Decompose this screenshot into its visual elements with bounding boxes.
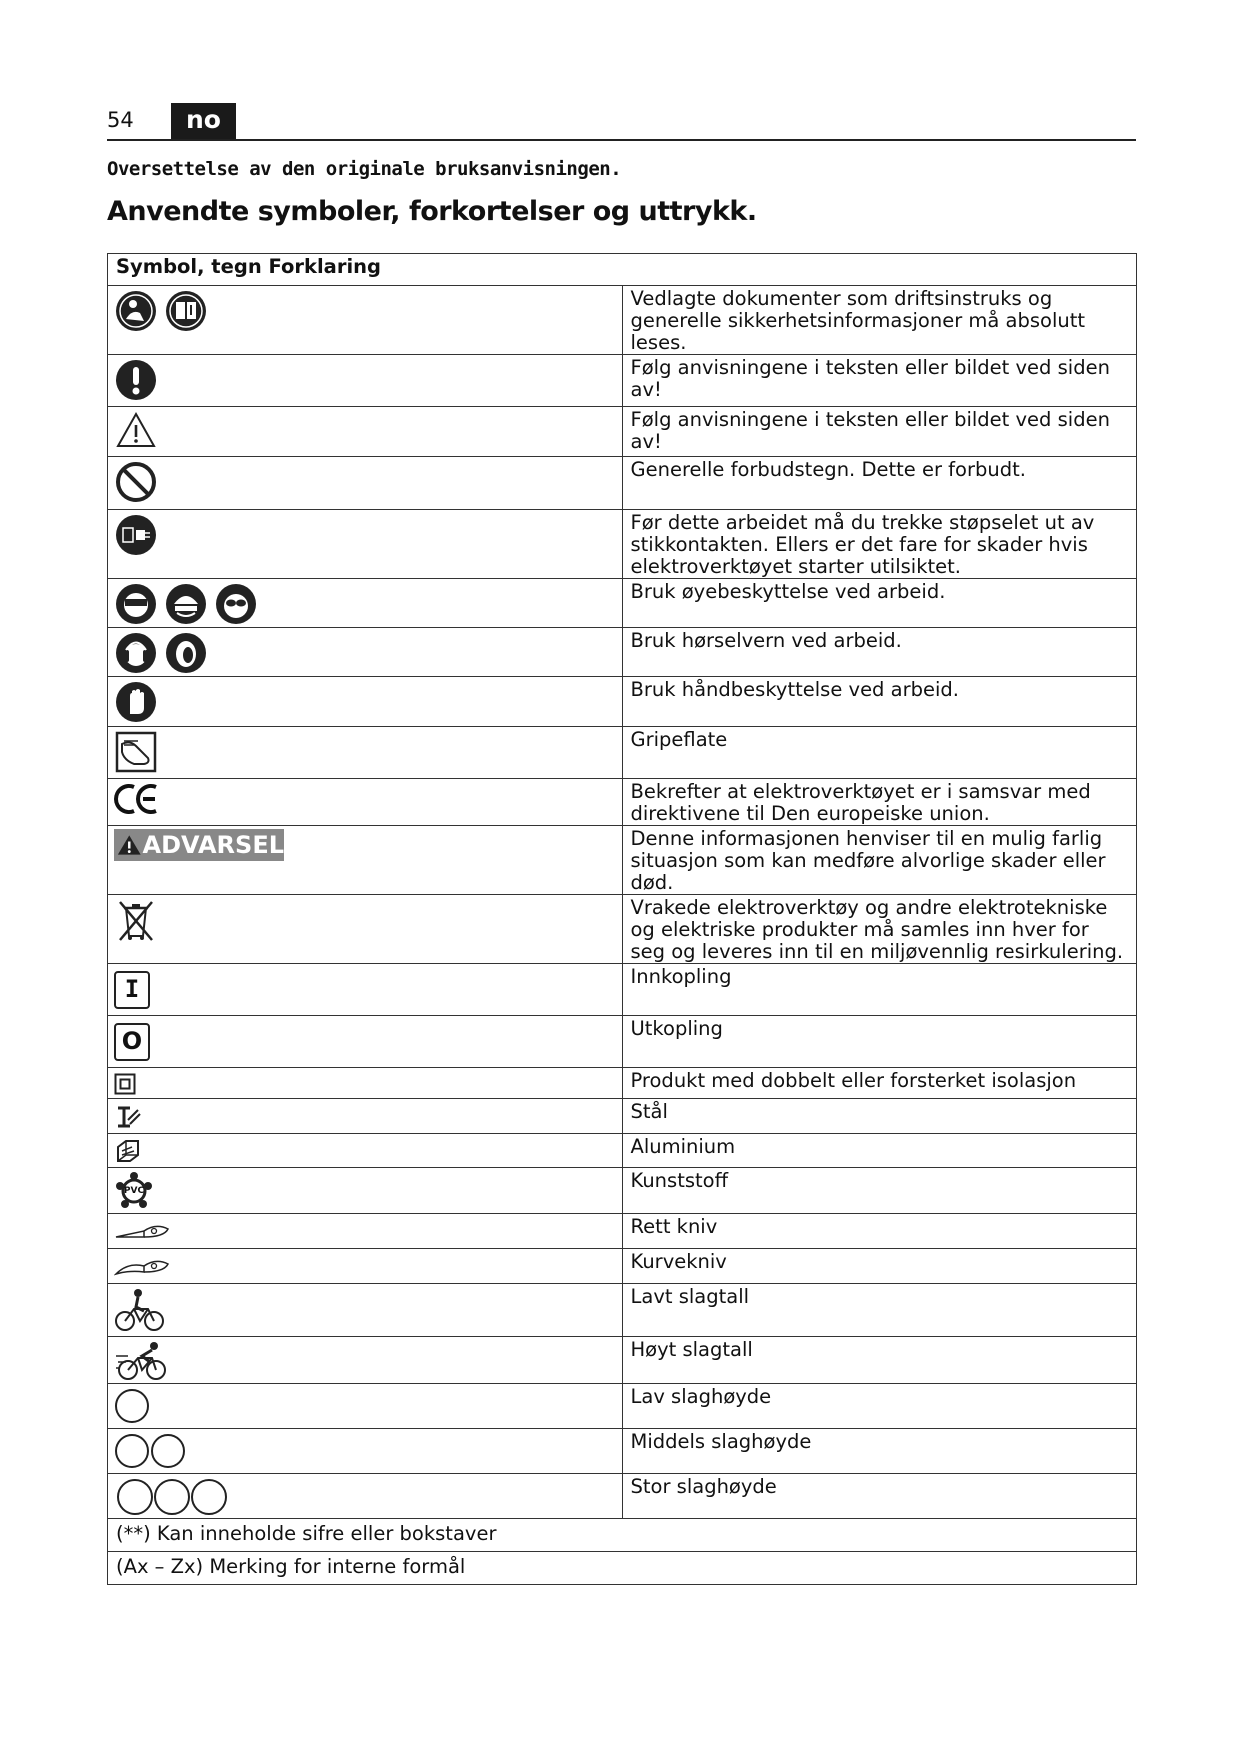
unplug-icon — [114, 513, 158, 557]
symbol-cell — [108, 964, 623, 1016]
slow-bike-icon — [114, 1287, 166, 1333]
helmet-visor-icon — [164, 582, 208, 626]
symbol-cell — [108, 1168, 623, 1214]
fast-bike-icon — [114, 1340, 170, 1382]
table-row — [108, 628, 1137, 677]
description-cell: Denne informasjonen henviser til en mulig farlig situasjon som kan medføre alvorlige skader eller død. — [622, 826, 1137, 895]
table-row — [108, 1337, 1137, 1384]
prohibition-icon — [114, 460, 158, 504]
one-circle-icon — [114, 1387, 154, 1425]
two-circles-icon — [114, 1432, 190, 1470]
table-row — [108, 1016, 1137, 1068]
table-row — [108, 1249, 1137, 1284]
symbol-cell — [108, 1016, 623, 1068]
description-cell: Gripeflate — [622, 727, 1137, 779]
table-row — [108, 1099, 1137, 1134]
read-manual-icon — [114, 289, 158, 333]
table-row — [108, 1474, 1137, 1519]
language-badge: no — [171, 103, 236, 139]
description-cell: Høyt slagtall — [622, 1337, 1137, 1384]
description-cell: Følg anvisningene i teksten eller bildet ved siden av! — [622, 407, 1137, 457]
description-cell: Kunststoff — [622, 1168, 1137, 1214]
table-header-row — [108, 254, 1137, 286]
description-cell: Vrakede elektroverktøy og andre elektrotekniske og elektriske produkter må samles inn hver for seg og leveres inn til en miljøvennlig resirkulering. — [622, 895, 1137, 964]
face-shield-icon — [114, 582, 158, 626]
subtitle: Oversettelse av den originale bruksanvisningen. — [107, 158, 622, 180]
symbol-cell — [108, 779, 623, 826]
ce-mark-icon — [114, 782, 162, 816]
symbol-cell — [108, 1214, 623, 1249]
symbol-cell — [108, 826, 623, 895]
table-row — [108, 826, 1137, 895]
table-row — [108, 286, 1137, 355]
weee-bin-icon — [114, 898, 158, 942]
symbol-cell — [108, 1337, 623, 1384]
double-insulation-icon — [114, 1073, 136, 1095]
symbol-cell — [108, 1068, 623, 1099]
table-row — [108, 895, 1137, 964]
description-cell: Bruk hørselvern ved arbeid. — [622, 628, 1137, 677]
description-cell: Bruk øyebeskyttelse ved arbeid. — [622, 579, 1137, 628]
table-header: Symbol, tegn Forklaring — [108, 254, 1137, 286]
symbol-cell — [108, 1384, 623, 1429]
symbol-cell — [108, 407, 623, 457]
table-row — [108, 1068, 1137, 1099]
description-cell: Stor slaghøyde — [622, 1474, 1137, 1519]
page-header — [107, 103, 1136, 141]
page-title: Anvendte symboler, forkortelser og uttrykk. — [107, 196, 757, 227]
table-row — [108, 1284, 1137, 1337]
footnote-digits: (**) Kan inneholde sifre eller bokstaver — [108, 1519, 1137, 1552]
symbol-cell — [108, 1099, 623, 1134]
symbol-cell — [108, 457, 623, 510]
description-cell: Rett kniv — [622, 1214, 1137, 1249]
warning-triangle-icon — [117, 832, 142, 858]
table-row — [108, 677, 1137, 727]
table-row — [108, 1384, 1137, 1429]
description-cell: Lav slaghøyde — [622, 1384, 1137, 1429]
table-row — [108, 779, 1137, 826]
symbol-cell — [108, 1249, 623, 1284]
symbol-cell — [108, 677, 623, 727]
description-cell: Middels slaghøyde — [622, 1429, 1137, 1474]
symbol-cell — [108, 579, 623, 628]
power-on-icon: I — [114, 971, 150, 1009]
book-icon — [164, 289, 208, 333]
symbol-cell — [108, 1429, 623, 1474]
symbol-cell — [108, 895, 623, 964]
steel-icon — [114, 1102, 142, 1130]
description-cell: Vedlagte dokumenter som driftsinstruks og generelle sikkerhetsinformasjoner må absolutt leses. — [622, 286, 1137, 355]
warning-triangle-icon — [114, 410, 158, 450]
description-cell: Før dette arbeidet må du trekke støpselet ut av stikkontakten. Ellers er det fare for skader hvis elektroverktøyet starter utilsiktet. — [622, 510, 1137, 579]
mandatory-exclamation-icon — [114, 358, 158, 402]
table-row — [108, 457, 1137, 510]
table-footer-row — [108, 1519, 1137, 1552]
advarsel-label: ADVARSEL — [142, 831, 284, 859]
curved-knife-icon — [114, 1252, 170, 1278]
description-cell: Bekrefter at elektroverktøyet er i samsvar med direktivene til Den europeiske union. — [622, 779, 1137, 826]
description-cell: Generelle forbudstegn. Dette er forbudt. — [622, 457, 1137, 510]
advarsel-badge — [114, 829, 284, 861]
aluminium-icon — [114, 1137, 142, 1165]
description-cell: Følg anvisningene i teksten eller bildet ved siden av! — [622, 355, 1137, 407]
description-cell: Bruk håndbeskyttelse ved arbeid. — [622, 677, 1137, 727]
table-footer-row — [108, 1552, 1137, 1585]
description-cell: Aluminium — [622, 1134, 1137, 1168]
symbols-table — [107, 253, 1137, 1585]
table-row — [108, 407, 1137, 457]
symbol-cell — [108, 1134, 623, 1168]
symbol-cell — [108, 510, 623, 579]
symbol-cell — [108, 1474, 623, 1519]
description-cell: Produkt med dobbelt eller forsterket isolasjon — [622, 1068, 1137, 1099]
symbol-cell — [108, 355, 623, 407]
symbol-cell — [108, 628, 623, 677]
table-row — [108, 964, 1137, 1016]
table-row — [108, 355, 1137, 407]
description-cell: Innkopling — [622, 964, 1137, 1016]
description-cell: Lavt slagtall — [622, 1284, 1137, 1337]
ear-protection-icon — [164, 631, 208, 675]
grip-surface-icon — [114, 730, 158, 774]
description-cell: Utkopling — [622, 1016, 1137, 1068]
symbol-cell — [108, 1284, 623, 1337]
description-cell: Kurvekniv — [622, 1249, 1137, 1284]
table-row — [108, 510, 1137, 579]
footnote-internal: (Ax – Zx) Merking for interne formål — [108, 1552, 1137, 1585]
table-row — [108, 1134, 1137, 1168]
straight-knife-icon — [114, 1217, 170, 1243]
hand-protection-icon — [114, 680, 158, 724]
ear-muffs-icon — [114, 631, 158, 675]
table-row — [108, 1429, 1137, 1474]
symbol-cell — [108, 286, 623, 355]
table-row — [108, 579, 1137, 628]
symbol-cell — [108, 727, 623, 779]
description-cell: Stål — [622, 1099, 1137, 1134]
page-number: 54 — [107, 108, 134, 132]
table-row — [108, 727, 1137, 779]
three-circles-icon — [114, 1477, 232, 1517]
table-row — [108, 1214, 1137, 1249]
power-off-icon: O — [114, 1023, 150, 1061]
table-row — [108, 1168, 1137, 1214]
goggles-icon — [214, 582, 258, 626]
plastic-pvc-icon: PVC — [114, 1171, 154, 1211]
